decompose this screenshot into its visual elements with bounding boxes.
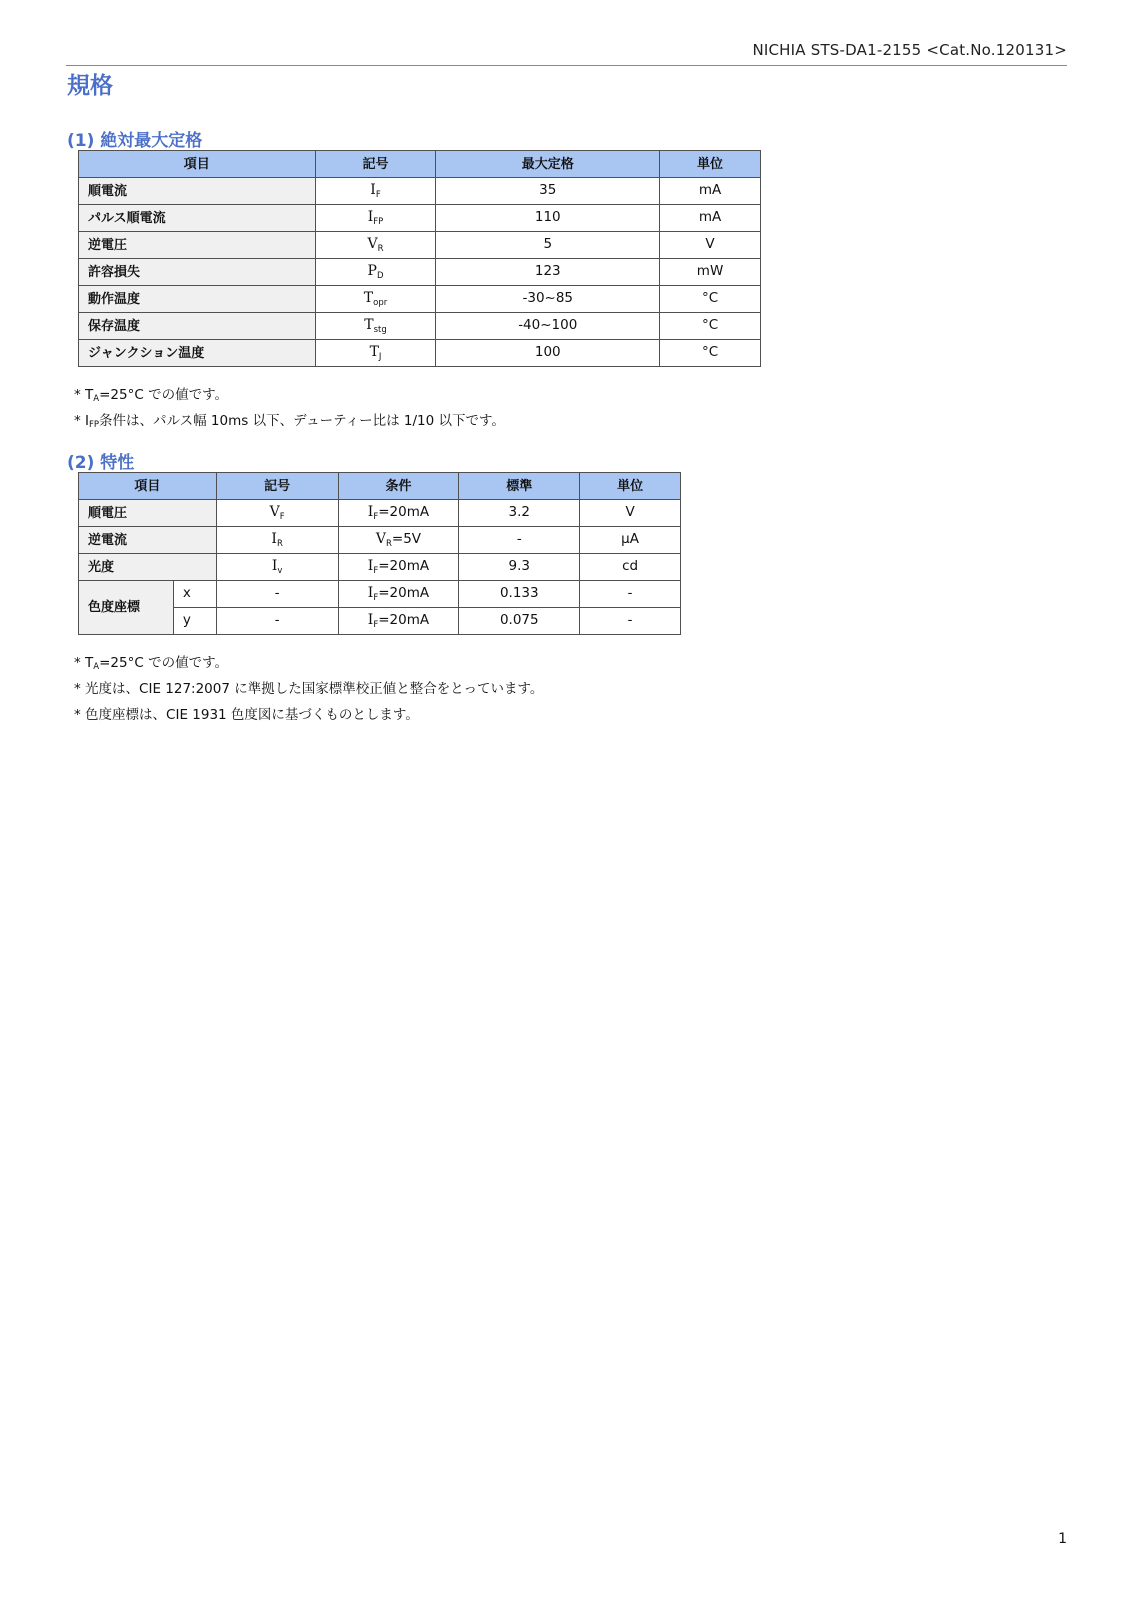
row-unit: - [580, 581, 681, 608]
row-item: ジャンクション温度 [79, 340, 316, 367]
column-header-unit: 単位 [580, 473, 681, 500]
row-condition: $I_F=20mA$ [338, 608, 459, 635]
row-symbol: $I_{FP}$ [315, 205, 436, 232]
table-row [79, 313, 761, 340]
row-value: 35 [436, 178, 660, 205]
document-reference: NICHIA STS-DA1-2155 <Cat.No.120131> [752, 41, 1067, 59]
row-item: 逆電圧 [79, 232, 316, 259]
page-number: 1 [1058, 1531, 1067, 1547]
row-value: -40~100 [436, 313, 660, 340]
row-symbol: - [216, 581, 338, 608]
table-header-row [79, 151, 761, 178]
row-unit: mA [660, 178, 761, 205]
row-item: 逆電流 [79, 527, 217, 554]
header-divider [66, 65, 1067, 66]
row-condition: $I_F=20mA$ [338, 581, 459, 608]
table-row [79, 232, 761, 259]
row-unit: V [580, 500, 681, 527]
row-typical: 3.2 [459, 500, 580, 527]
footnote-ambient-temperature: * $T_A=25^\circ C$ での値です。 [74, 655, 229, 672]
row-value: -30~85 [436, 286, 660, 313]
row-item: 動作温度 [79, 286, 316, 313]
row-value: 5 [436, 232, 660, 259]
row-symbol: $I_R$ [216, 527, 338, 554]
row-unit: °C [660, 340, 761, 367]
row-item: 保存温度 [79, 313, 316, 340]
column-header-max-rating: 最大定格 [436, 151, 660, 178]
column-header-item: 項目 [79, 151, 316, 178]
table-header-row [79, 473, 681, 500]
row-value: 123 [436, 259, 660, 286]
page-title: 規格 [67, 73, 113, 99]
row-typical: 9.3 [459, 554, 580, 581]
column-header-symbol: 記号 [315, 151, 436, 178]
row-symbol: $V_R$ [315, 232, 436, 259]
characteristics-table [78, 472, 681, 635]
row-value: 110 [436, 205, 660, 232]
row-unit: mA [660, 205, 761, 232]
row-item: パルス順電流 [79, 205, 316, 232]
footnote-luminous-intensity-calibration: * 光度は、CIE 127:2007 に準拠した国家標準校正値と整合をとっています。 [74, 681, 544, 697]
row-symbol: $I_F$ [315, 178, 436, 205]
footnote-pulse-condition: * $I_{FP}$条件は、パルス幅 10ms 以下、デューティー比は 1/10 以下です。 [74, 413, 505, 430]
row-unit: - [580, 608, 681, 635]
row-condition: $V_R=5V$ [338, 527, 459, 554]
row-item-chromaticity: 色度座標 [79, 581, 174, 635]
table-row [79, 500, 681, 527]
row-typical: 0.075 [459, 608, 580, 635]
row-unit: °C [660, 313, 761, 340]
row-symbol: $T_{stg}$ [315, 313, 436, 340]
row-item: 順電流 [79, 178, 316, 205]
column-header-item: 項目 [79, 473, 217, 500]
row-symbol: $T_{opr}$ [315, 286, 436, 313]
row-symbol: $V_F$ [216, 500, 338, 527]
table-row [79, 527, 681, 554]
column-header-condition: 条件 [338, 473, 459, 500]
table-row [79, 340, 761, 367]
column-header-unit: 単位 [660, 151, 761, 178]
row-symbol: - [216, 608, 338, 635]
row-typical: - [459, 527, 580, 554]
row-unit: mW [660, 259, 761, 286]
footnote-ambient-temperature: * $T_A=25^\circ C$ での値です。 [74, 387, 229, 404]
table-row [79, 178, 761, 205]
footnote-chromaticity-reference: * 色度座標は、CIE 1931 色度図に基づくものとします。 [74, 707, 419, 723]
section-heading-characteristics: (2) 特性 [67, 453, 135, 473]
column-header-typical: 標準 [459, 473, 580, 500]
table-row [79, 554, 681, 581]
row-item: 順電圧 [79, 500, 217, 527]
row-symbol: $T_J$ [315, 340, 436, 367]
row-condition: $I_F=20mA$ [338, 500, 459, 527]
table-row [79, 286, 761, 313]
row-axis: x [173, 581, 216, 608]
row-item: 光度 [79, 554, 217, 581]
row-typical: 0.133 [459, 581, 580, 608]
table-row [79, 205, 761, 232]
row-unit: cd [580, 554, 681, 581]
section-heading-absolute-max-ratings: (1) 絶対最大定格 [67, 131, 203, 151]
row-value: 100 [436, 340, 660, 367]
row-axis: y [173, 608, 216, 635]
table-row [79, 581, 681, 608]
row-condition: $I_F=20mA$ [338, 554, 459, 581]
column-header-symbol: 記号 [216, 473, 338, 500]
row-symbol: $I_v$ [216, 554, 338, 581]
row-symbol: $P_D$ [315, 259, 436, 286]
table-row [79, 259, 761, 286]
row-unit: °C [660, 286, 761, 313]
row-item: 許容損失 [79, 259, 316, 286]
row-unit: μA [580, 527, 681, 554]
absolute-max-ratings-table [78, 150, 761, 367]
row-unit: V [660, 232, 761, 259]
